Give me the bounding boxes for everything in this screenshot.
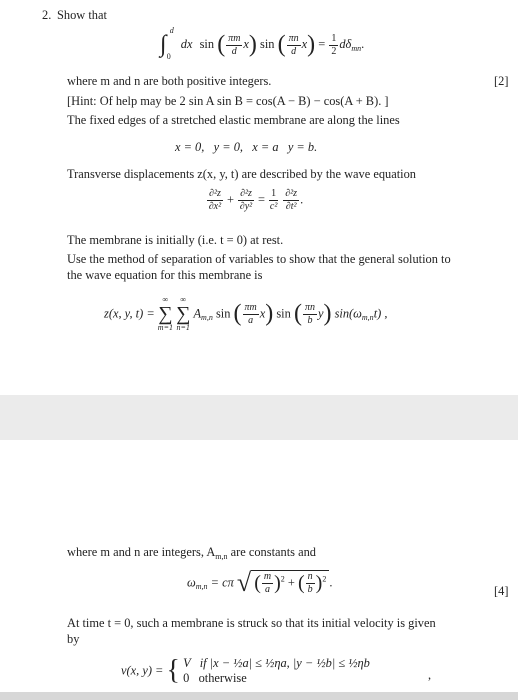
frac-d-1: d [231,45,237,57]
velocity-equation: v(x, y) = { V if |x − ½a| ≤ ½ηa, |y − ½b| ≤ ½ηb 0 otherwise [121,655,370,686]
use-method-line1: Use the method of separation of variables to show that the general solution to [67,252,451,266]
intro-text: Show that [57,8,107,22]
omega-equation: $\omega_{m,n} = c\pi$ √ ( $\frac{m}{a}$ )$^2$ + ( $\frac{n}{b}$ )$^2$ . [187,568,333,597]
time-zero-line1: At time t = 0, such a membrane is struck so that its initial velocity is given [67,616,436,630]
integral-lower: 0 [166,52,171,61]
rhs-sub: mn [351,43,362,53]
where-integers [67,545,316,561]
sum-bot-m: m=1 [157,323,173,332]
sum-sign-1: ∑ [158,303,173,325]
omega-lhs: ω [187,575,196,590]
wave-d2z-3: ∂²z [285,188,298,199]
sum-top-1: ∞ [162,295,169,304]
frac-pi-n: πn [288,32,299,44]
wave-dy2: ∂y² [239,201,253,212]
half-den: 2 [331,45,337,57]
sol-sin-2: sin [276,306,291,321]
omega-plus: + [287,575,295,590]
velocity-case1: V if |x − ½a| ≤ ½ηa, |y − ½b| ≤ ½ηb [183,656,370,670]
wave-equals: = [258,192,266,207]
amn: A [193,306,202,321]
sin-1: sin [199,36,215,51]
sol-a: a [248,314,254,326]
wave-d2z-1: ∂²z [209,188,221,199]
sol-b: b [307,314,313,326]
velocity-lhs: v(x, y) = [121,663,164,678]
edges-equation: x = 0, y = 0, x = a y = b. [175,140,318,154]
time-zero-line2: by [67,632,80,646]
sol-pi-m: πm [244,301,257,313]
sum-top-2: ∞ [180,295,187,304]
where-positive-integers: where m and n are both positive integers. [67,74,272,88]
integral-sign: ∫ [160,31,167,58]
omega-lhs-sub: m,n [195,581,208,591]
x-2: x [301,36,308,51]
where-integers-end: are constants and [227,545,316,559]
edges-text: The fixed edges of a stretched elastic membrane are along the lines [67,113,400,127]
omega-end: . [329,575,333,590]
omega-m: m [263,571,272,582]
integral-upper: d [169,26,174,35]
sol-sin-omega: sin(ω [334,306,362,321]
hint: [Hint: Of help may be 2 sin A sin B = cos(A − B) − cos(A + B). ] [67,94,389,108]
solution-lhs: z(x, y, t) = [104,306,155,321]
integral-equation: ∫ d 0 dx sin ( $\frac{\pi m}{d}$ x) sin ( $\frac{\pi n}{d}$ x) = $\frac{1}{2}$ $d\delta_{mn}$. [160,26,365,61]
where-integers-text: where m and n are integers, A [67,545,216,559]
use-method-line2: the wave equation for this membrane is [67,268,263,282]
mark-4: [4] [494,584,509,598]
initial-rest: The membrane is initially (i.e. t = 0) at rest. [67,233,284,247]
eq1-end: . [361,36,365,51]
velocity-end: , [428,668,432,682]
omega-b: b [307,584,313,595]
frac-pi-m: πm [228,32,241,44]
half-num: 1 [331,32,337,44]
omega-sq-2: 2 [322,574,327,584]
wave-end: . [300,192,304,207]
wave-dx2: ∂x² [208,201,222,212]
sum-sign-2: ∑ [176,303,191,325]
mark-2: [2] [494,74,509,88]
sol-omega-sub: m,n [361,312,374,322]
sol-x: x [259,306,266,321]
wave-one: 1 [271,188,277,199]
bottom-scrollbar[interactable] [0,692,518,700]
omega-eq: = cπ [210,575,234,590]
equals: = [318,36,326,51]
sin-2: sin [260,36,275,51]
wave-plus: + [226,192,234,207]
omega-sq-1: 2 [280,574,285,584]
omega-n: n [307,571,313,582]
transverse-text: Transverse displacements z(x, y, t) are described by the wave equation [67,167,416,181]
wave-d2z-2: ∂²z [240,188,252,199]
dx: dx [180,36,193,51]
frac-d-2: d [291,45,297,57]
sum-bot-n: n=1 [176,323,190,332]
rhs: dδ [339,36,352,51]
where-amn-sub: m,n [215,552,228,561]
sol-t-end: t) , [373,306,388,321]
question-number: 2. [42,8,52,22]
omega-a: a [264,584,270,595]
page-gap [0,395,518,440]
x-1: x [243,36,249,51]
wave-dt2: ∂t² [285,201,297,212]
velocity-case2: 0 otherwise [183,671,247,685]
general-solution: z(x, y, t) = ∞ ∑ m=1 ∞ ∑ n=1 $A_{m,n}$ sin ( $\frac{\pi m}{a}$ x) sin ( $\frac{\pi n}{b}$ y) $\sin(\omega_{m,n}t)$ , [104,295,388,332]
wave-equation [206,188,303,213]
sol-sin-1: sin [215,306,231,321]
wave-c2: c² [269,201,278,212]
sol-y: y [317,306,324,321]
sol-pi-n: πn [304,301,315,313]
amn-sub: m,n [201,312,213,322]
